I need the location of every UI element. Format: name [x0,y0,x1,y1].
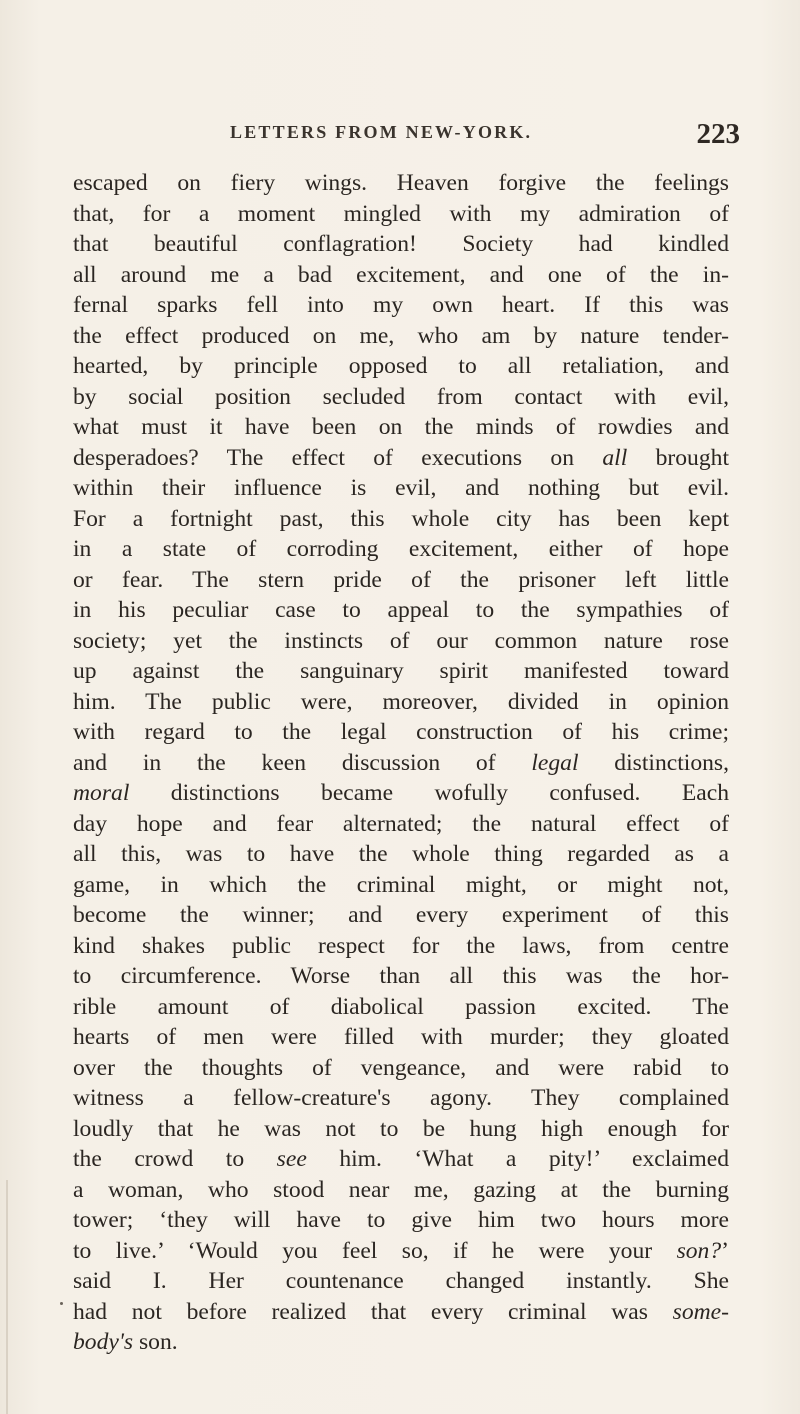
text-line [73,473,729,504]
ink-speck [60,1302,63,1305]
body-text [73,168,729,1358]
text-run: with regard to the legal construction of his crime; [73,719,729,745]
text-run: what must it have been on the minds of rowdies and [73,414,729,440]
text-run: by social position secluded from contact with evil, [73,383,729,410]
italic-word: see [276,1146,307,1172]
text-run: brought [627,444,729,471]
text-line [73,290,729,321]
text-line [73,351,729,382]
text-run: to live.’ ‘Would you feel so, if he were your [73,1237,677,1264]
text-run: within their influence is evil, and nothing but evil. [73,475,729,501]
text-line [73,900,729,931]
text-line [73,260,729,291]
text-line [73,382,729,413]
text-run: ’ [721,1237,729,1264]
text-run: hearted, by principle opposed to all retaliation, and [73,353,729,379]
text-line [73,1144,729,1175]
text-run: that, for a moment mingled with my admiration of [73,200,729,227]
text-line [73,1022,729,1053]
text-line [73,229,729,260]
text-line [73,992,729,1023]
text-line [73,1175,729,1206]
text-run: witness a fellow-creature's agony. They complained [73,1085,729,1111]
text-run: society; yet the instincts of our common nature rose [73,627,729,654]
text-line [73,656,729,687]
text-run: said I. Her countenance changed instantly. She [73,1268,729,1294]
text-line [73,626,729,657]
text-run: escaped on fiery wings. Heaven forgive the feelings [73,170,729,196]
text-run: loudly that he was not to be hung high enough for [73,1115,729,1142]
text-run: rible amount of diabolical passion excited. The [73,993,729,1020]
text-run: kind shakes public respect for the laws, from centre [73,932,729,959]
text-line [73,321,729,352]
text-line [73,1266,729,1297]
text-run: tower; ‘they will have to give him two hours more [73,1207,729,1233]
text-run: that beautiful conflagration! Society had kindled [73,231,729,257]
text-line [73,1205,729,1236]
text-run: and in the keen discussion of [73,749,532,776]
italic-word: body's [73,1329,134,1355]
text-run: in a state of corroding excitement, either of hope [73,536,729,562]
text-line [73,778,729,809]
text-run: day hope and fear alternated; the natural effect of [73,810,729,837]
page-edge-shadow [6,1180,8,1414]
text-line [73,168,729,199]
text-run: fernal sparks fell into my own heart. If this was [73,292,729,318]
text-run: a woman, who stood near me, gazing at the burning [73,1176,729,1203]
text-run: all around me a bad excitement, and one of the in- [73,261,729,288]
italic-word: some- [672,1298,729,1325]
text-run: desperadoes? The effect of executions on [73,444,603,471]
text-line [73,565,729,596]
italic-word: moral [73,780,130,806]
text-line [73,931,729,962]
text-run: For a fortnight past, this whole city has been kept [73,505,729,532]
text-line [73,809,729,840]
text-line [73,870,729,901]
text-line [73,595,729,626]
text-run: game, in which the criminal might, or might not, [73,871,729,898]
italic-word: all [602,444,628,471]
text-line [73,1327,729,1358]
italic-word: son? [676,1237,722,1264]
text-run: had not before realized that every criminal was [73,1298,673,1325]
text-run: or fear. The stern pride of the prisoner left little [73,566,729,593]
text-line [73,1297,729,1328]
text-run: him. The public were, moreover, divided in opinion [73,688,729,715]
text-run: up against the sanguinary spirit manifested toward [73,658,729,684]
italic-word: legal [531,749,579,776]
text-line [73,199,729,230]
text-line [73,1083,729,1114]
text-run: all this, was to have the whole thing regarded as a [73,841,729,867]
text-line [73,534,729,565]
text-line [73,748,729,779]
text-line [73,443,729,474]
text-run: in his peculiar case to appeal to the sympathies of [73,597,729,623]
text-run: him. ‘What a pity!’ exclaimed [306,1146,729,1172]
text-run: the effect produced on me, who am by nature tender- [73,322,729,349]
text-run: to circumference. Worse than all this was the hor- [73,963,729,989]
text-line [73,412,729,443]
text-line [73,687,729,718]
text-run: son. [133,1329,178,1355]
running-head: LETTERS FROM NEW-YORK. [230,122,533,142]
text-line [73,717,729,748]
page-header [60,118,740,154]
text-run: distinctions became wofully confused. Each [129,780,729,806]
text-run: the crowd to [73,1146,277,1172]
page-number: 223 [696,118,740,150]
text-line [73,504,729,535]
text-line [73,839,729,870]
text-run: hearts of men were filled with murder; they gloated [73,1024,729,1050]
text-run: distinctions, [578,749,729,776]
text-line [73,961,729,992]
text-line [73,1236,729,1267]
text-run: over the thoughts of vengeance, and were rabid to [73,1054,729,1081]
text-run: become the winner; and every experiment of this [73,902,729,928]
text-line [73,1053,729,1084]
text-line [73,1114,729,1145]
